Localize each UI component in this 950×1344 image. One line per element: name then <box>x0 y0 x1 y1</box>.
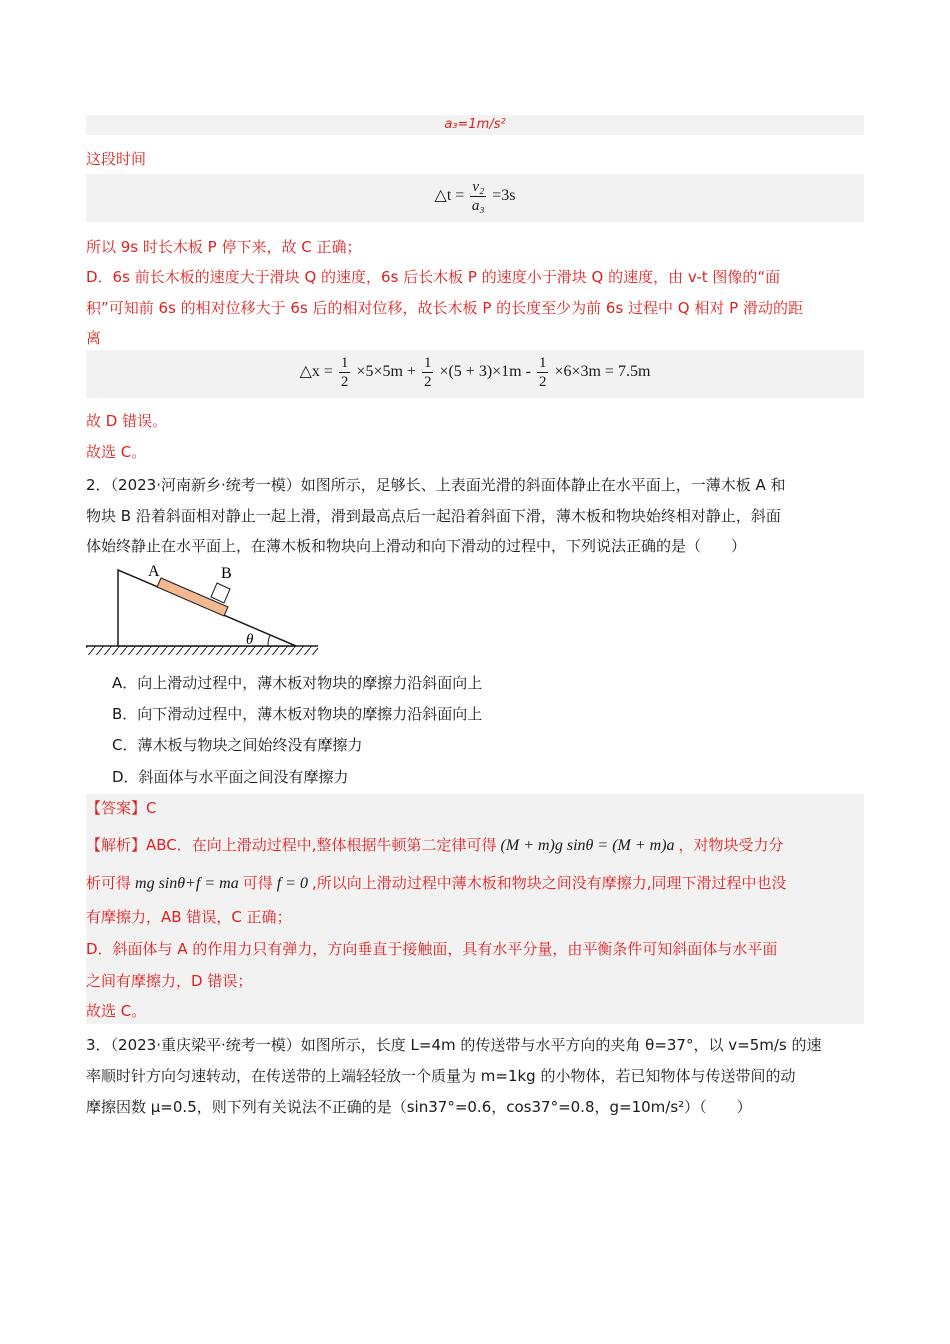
text-d-wrong: 故 D 错误。 <box>86 412 168 430</box>
formula-x-term3: ×6×3m = 7.5m <box>554 363 651 381</box>
label-b: B <box>221 565 232 582</box>
block-b <box>211 583 230 603</box>
option-c[interactable]: C．薄木板与物块之间始终没有摩擦力 <box>112 736 363 754</box>
half-den: 2 <box>423 374 432 390</box>
option-a[interactable]: A．向上滑动过程中，薄木板对物块的摩擦力沿斜面向上 <box>112 674 483 692</box>
analysis-text-2-tail: ,所以向上滑动过程中薄木板和物块之间没有摩擦力,同理下滑过程中也没 <box>311 874 787 892</box>
formula-a3: a₃=1m/s² <box>444 117 506 132</box>
formula-x-term1: ×5×5m + <box>356 363 416 381</box>
q3-line-1: 3．（2023·重庆梁平·统考一模）如图所示，长度 L=4m 的传送带与水平方向的夹角 θ=37°，以 v=5m/s 的速 <box>86 1036 822 1054</box>
analysis-line-3: 有摩擦力，AB 错误，C 正确； <box>86 908 292 926</box>
q2-line-2: 物块 B 沿着斜面相对静止一起上滑，滑到最高点后一起沿着斜面下滑，薄木板和物块始终相对静止，斜面 <box>86 507 781 525</box>
analysis-line-2 <box>86 872 787 893</box>
fraction-half-1 <box>339 354 351 391</box>
incline-figure <box>86 558 326 660</box>
label-a: A <box>148 563 160 580</box>
option-b[interactable]: B．向下滑动过程中，薄木板对物块的摩擦力沿斜面向上 <box>112 705 483 723</box>
text-line-d2: 积”可知前 6s 的相对位移大于 6s 后的相对位移，故长木板 P 的长度至少为前 6s 过程中 Q 相对 P 滑动的距 <box>86 299 803 317</box>
analysis-text-2-mid: 可得 <box>242 874 273 892</box>
half-num: 1 <box>340 355 349 371</box>
text-choice-c: 故选 C。 <box>86 443 147 461</box>
analysis-text-2-head: 析可得 <box>86 874 132 892</box>
formula-block-force: mg sinθ+f = ma <box>135 875 239 892</box>
formula-x-term2: ×(5 + 3)×1m - <box>439 363 531 381</box>
q3-line-2: 率顺时针方向匀速转动，在传送带的上端轻轻放一个质量为 m=1kg 的小物体，若已知物体与传送带间的动 <box>86 1067 796 1085</box>
analysis-line-1 <box>86 834 784 855</box>
q2-line-1: 2．（2023·河南新乡·统考一模）如图所示，足够长、上表面光滑的斜面体静止在水平面上，一薄木板 A 和 <box>86 476 786 494</box>
analysis-line-4: D．斜面体与 A 的作用力只有弹力，方向垂直于接触面，具有水平分量，由平衡条件可知斜面体与水平面 <box>86 940 778 958</box>
fraction-half-3 <box>537 354 549 391</box>
half-num: 1 <box>423 355 432 371</box>
half-den: 2 <box>538 374 547 390</box>
analysis-line-6: 故选 C。 <box>86 1002 147 1020</box>
half-num: 1 <box>538 355 547 371</box>
text-this-period: 这段时间 <box>86 150 147 168</box>
formula-newton: (M + m)g sinθ = (M + m)a <box>500 837 675 854</box>
formula-t-lhs: △t = <box>434 187 465 205</box>
formula-t-rhs: =3s <box>492 187 516 205</box>
q2-line-3: 体始终静止在水平面上，在薄木板和物块向上滑动和向下滑动的过程中，下列说法正确的是（ ） <box>86 537 747 555</box>
ground-hatch <box>86 646 318 655</box>
theta-label: θ <box>246 632 254 648</box>
answer-label: 【答案】C <box>86 799 157 817</box>
text-line-c: 所以 9s 时长木板 P 停下来，故 C 正确； <box>86 238 362 256</box>
formula-t-fraction <box>470 178 486 215</box>
option-d[interactable]: D．斜面体与水平面之间没有摩擦力 <box>112 768 349 786</box>
analysis-line-5: 之间有摩擦力，D 错误； <box>86 972 253 990</box>
formula-t-num: v₂ <box>472 179 485 195</box>
formula-f-zero: f = 0 <box>276 875 308 892</box>
fraction-half-2 <box>422 354 434 391</box>
half-den: 2 <box>340 374 349 390</box>
formula-t-den: a₃ <box>471 198 485 214</box>
q3-line-3: 摩擦因数 μ=0.5，则下列有关说法不正确的是（sin37°=0.6，cos37°=0.8，g=10m/s²）（ ） <box>86 1098 752 1116</box>
formula-delta-x <box>86 354 864 391</box>
analysis-text-1: 【解析】ABC．在向上滑动过程中,整体根据牛顿第二定律可得 <box>86 836 497 854</box>
formula-x-lhs: △x = <box>299 363 333 381</box>
formula-delta-t <box>86 178 864 215</box>
text-line-d3: 离 <box>86 329 102 347</box>
text-line-d1: D．6s 前长木板的速度大于滑块 Q 的速度，6s 后长木板 P 的速度小于滑块 Q 的速度，由 v-t 图像的“面 <box>86 268 781 286</box>
analysis-text-1-tail: ，对物块受力分 <box>678 836 784 854</box>
